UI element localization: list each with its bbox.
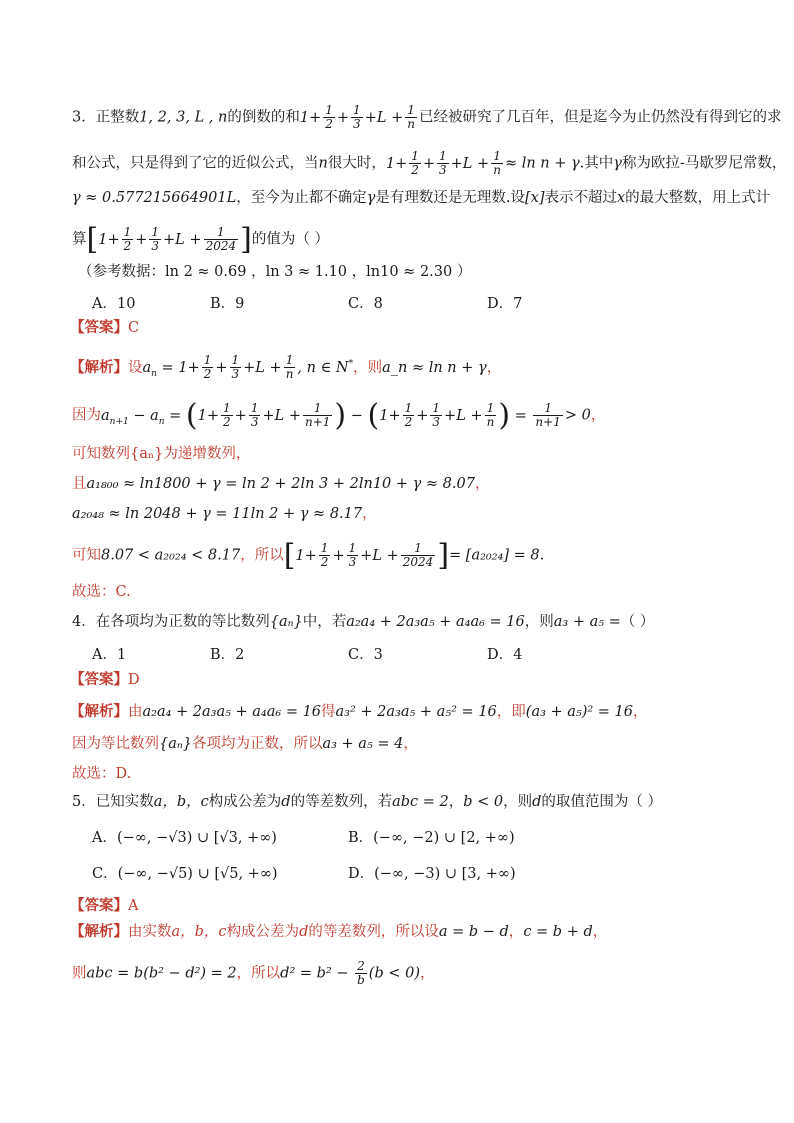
difference-expression: $a_{n+1} - a_n = (1+$ $\frac{1}{2}$ + $\frac{1}{3}$ +L + $\frac{1}{n+1}$ ) − (1+ $\frac{1}{2}$ + $\frac{1}{3}$ +L + $\frac{1}{n}$ ) = $\frac{1}{n+1}$	[101, 397, 561, 433]
explain-math: 8.07 < a₂₀₂₄ < 8.17	[101, 547, 241, 564]
answer-value: C	[128, 320, 140, 336]
explain-text: ，	[633, 704, 648, 720]
explain-math: a₂a₄ + 2a₃a₅ + a₄a₆ = 16	[142, 704, 322, 720]
explain-text: ，则	[353, 359, 383, 376]
explain-text: ，	[486, 359, 502, 376]
explain-text: 各项均为正数，所以	[191, 736, 323, 752]
q3-text: 3．正整数	[72, 109, 140, 126]
q4-option-c: C．3	[348, 647, 383, 663]
q3-math: γ	[366, 190, 376, 206]
q3-line-4	[72, 221, 734, 257]
q3-text: 的倒数的和	[227, 109, 300, 126]
explain-math: a₁₈₀₀ ≈ ln1800 + γ = ln 2 + 2ln 3 + 2ln10 + γ ≈ 8.07	[86, 476, 475, 492]
q3-math: n	[318, 155, 328, 172]
floor-expression: [1+ $\frac{1}{2}$ + $\frac{1}{3}$ +L + $\frac{1}{2024}$ ]	[86, 221, 252, 257]
q5-text: ，	[448, 794, 464, 810]
explain-text: 且	[72, 476, 87, 492]
q3-explain-3: 可知数列{aₙ}为递增数列，	[72, 446, 251, 462]
q4-line-1	[72, 612, 734, 632]
q3-math: x	[616, 190, 626, 206]
explain-text: 设	[128, 359, 143, 376]
q4-explain-3: 故选：D.	[72, 766, 132, 782]
answer-tag: 【答案】	[70, 320, 128, 336]
q5-explain-2	[72, 960, 734, 987]
q3-option-d: D．7	[487, 296, 523, 312]
q4-option-d: D．4	[487, 647, 523, 663]
q5-math: b < 0	[463, 794, 504, 810]
q3-reference-data: （参考数据：ln 2 ≈ 0.69 ，ln 3 ≈ 1.10 ，ln10 ≈ 2.30 ）	[78, 264, 472, 280]
q3-line-3	[72, 188, 771, 208]
q3-text: 表示不超过	[544, 190, 617, 206]
explain-text: .	[539, 547, 545, 564]
q3-text: 和公式，只是得到了它的近似公式，当	[72, 155, 319, 172]
q3-line-1	[72, 103, 782, 131]
explain-text: 因为等比数列	[72, 736, 159, 752]
q3-explain-7: 故选：C.	[72, 584, 131, 600]
q4-explain-1	[70, 702, 734, 722]
answer-tag: 【答案】	[70, 898, 128, 914]
q3-math: [x]	[524, 190, 545, 206]
explain-math: a₃² + 2a₃a₅ + a₅² = 16	[335, 704, 497, 720]
explain-math: abc = b(b² − d²) = 2	[86, 965, 237, 982]
floor-expression: [1+ $\frac{1}{2}$ + $\frac{1}{3}$ +L + $\frac{1}{2024}$ ]	[283, 537, 450, 573]
q3-line-2	[72, 149, 787, 177]
q5-option-b: B．(−∞, −2) ∪ [2, +∞)	[348, 830, 515, 846]
q3-option-b: B．9	[210, 296, 245, 312]
explain-math: a₃ + a₅ = 4	[322, 736, 404, 752]
explain-text: 的等差数列，所以设	[308, 924, 439, 940]
q5-text: 构成公差为	[208, 794, 282, 810]
q5-option-c: C．(−∞, −√5) ∪ [√5, +∞)	[92, 866, 278, 882]
q3-text: ，至今为止都不确定	[236, 190, 367, 206]
q4-text: ，则	[524, 614, 554, 630]
explain-text: ，	[508, 924, 524, 940]
q3-text: 已经被研究了几百年，但是迄今为止仍然没有得到它的求	[418, 109, 782, 126]
explain-text: ，	[403, 736, 418, 752]
explain-text: 可知	[72, 547, 101, 564]
answer-value: D	[128, 672, 140, 688]
q3-explain-1	[70, 354, 734, 384]
explain-text: ，	[420, 965, 435, 982]
explain-math: a₂₀₄₈ ≈ ln 2048 + γ = 11ln 2 + γ ≈ 8.17	[72, 506, 363, 522]
explain-text: ，即	[496, 704, 526, 720]
q3-option-c: C．8	[348, 296, 383, 312]
q3-text: 是有理数还是无理数.设	[375, 190, 525, 206]
q3-text: .其中	[579, 155, 614, 172]
q5-text: 的取值范围为（ ）	[541, 794, 663, 810]
answer-tag: 【答案】	[70, 672, 128, 688]
q5-text: ，则	[503, 794, 533, 810]
q4-explain-2	[72, 734, 734, 754]
q4-math: {aₙ}	[269, 614, 303, 630]
harmonic-sum: 1+ $\frac{1}{2}$ + $\frac{1}{3}$ +L + $\frac{1}{n}$	[385, 149, 501, 177]
q4-math: a₃ + a₅ =	[553, 614, 621, 630]
q3-text: 的最大整数，用上式计	[625, 190, 771, 206]
q3-option-a: A．10	[92, 296, 136, 312]
explain-math: c = b + d	[523, 924, 593, 940]
q5-option-d: D．(−∞, −3) ∪ [3, +∞)	[348, 866, 516, 882]
harmonic-sum: 1+ $\frac{1}{2}$ + $\frac{1}{3}$ +L + $\frac{1}{n}$	[299, 103, 415, 131]
explain-math: (b < 0)	[368, 965, 420, 982]
explain-math: = [a₂₀₂₄] = 8	[449, 547, 540, 564]
q4-math: a₂a₄ + 2a₃a₅ + a₄a₆ = 16	[346, 614, 525, 630]
q5-math: abc = 2	[392, 794, 449, 810]
q4-option-a: A．1	[92, 647, 127, 663]
q5-text: 的等差数列，若	[290, 794, 393, 810]
explain-text: ，	[592, 924, 608, 940]
q3-text: 很大时，	[327, 155, 386, 172]
fraction-2-over-b: $\frac{2}{b}$	[357, 959, 365, 987]
an-definition: $a_n = 1+$ $\frac{1}{2}$ + $\frac{1}{3}$ +L + $\frac{1}{n}$ , n ∈ N*	[142, 353, 354, 382]
q3-explain-4	[72, 474, 734, 494]
explain-text: 由	[128, 704, 143, 720]
explain-text: 由实数	[128, 924, 172, 940]
q5-math: d	[532, 794, 542, 810]
q3-explain-5	[72, 504, 734, 524]
q3-math: γ	[613, 155, 622, 172]
q3-explain-2	[72, 397, 734, 433]
q3-explain-6	[72, 537, 734, 573]
q5-option-a: A．(−∞, −√3) ∪ [√3, +∞)	[92, 830, 277, 846]
q5-text: 5．已知实数	[72, 794, 154, 810]
explain-math: (a₃ + a₅)² = 16	[525, 704, 634, 720]
q3-text: 算	[72, 231, 87, 248]
explain-math: d	[299, 924, 309, 940]
q4-text: 4．在各项均为正数的等比数列	[72, 614, 270, 630]
q4-option-b: B．2	[210, 647, 245, 663]
q3-math: γ ≈ 0.577215664901L	[72, 190, 237, 206]
explain-text: ，	[474, 476, 490, 492]
q3-answer	[70, 318, 734, 338]
explain-math: a_n ≈ ln n + γ	[382, 359, 487, 376]
explain-text: ，	[590, 407, 606, 424]
explain-text: 则	[72, 965, 87, 982]
q3-math: ≈ ln n + γ	[504, 155, 580, 172]
q3-text: 的值为（ ）	[251, 231, 329, 248]
explain-math: {aₙ}	[159, 736, 192, 752]
q3-math-seq: 1, 2, 3, L , n	[139, 109, 228, 126]
q5-math: a，b，c	[153, 794, 209, 810]
explain-tag: 【解析】	[70, 704, 128, 720]
q5-line-1	[72, 792, 734, 812]
explain-text: ，所以	[236, 965, 281, 982]
q3-text: 称为欧拉-马歇罗尼常数，	[621, 155, 787, 172]
q4-answer	[70, 670, 734, 690]
q4-text: 中，若	[302, 614, 347, 630]
explain-text: 因为	[72, 407, 101, 424]
explain-math: d² = b² −	[280, 965, 354, 982]
explain-text: 构成公差为	[226, 924, 300, 940]
explain-tag: 【解析】	[70, 924, 128, 940]
explain-math: a，b，c	[171, 924, 227, 940]
q5-explain-1	[70, 922, 734, 942]
q5-math: d	[281, 794, 291, 810]
explain-tag: 【解析】	[70, 359, 128, 376]
answer-value: A	[128, 898, 139, 914]
explain-math: a = b − d	[438, 924, 509, 940]
q4-text: （ ）	[620, 614, 655, 630]
explain-math: > 0	[564, 407, 591, 424]
explain-text: ，所以	[240, 547, 284, 564]
explain-text: 得	[321, 704, 336, 720]
q5-answer	[70, 896, 734, 916]
explain-text: ，	[362, 506, 377, 522]
